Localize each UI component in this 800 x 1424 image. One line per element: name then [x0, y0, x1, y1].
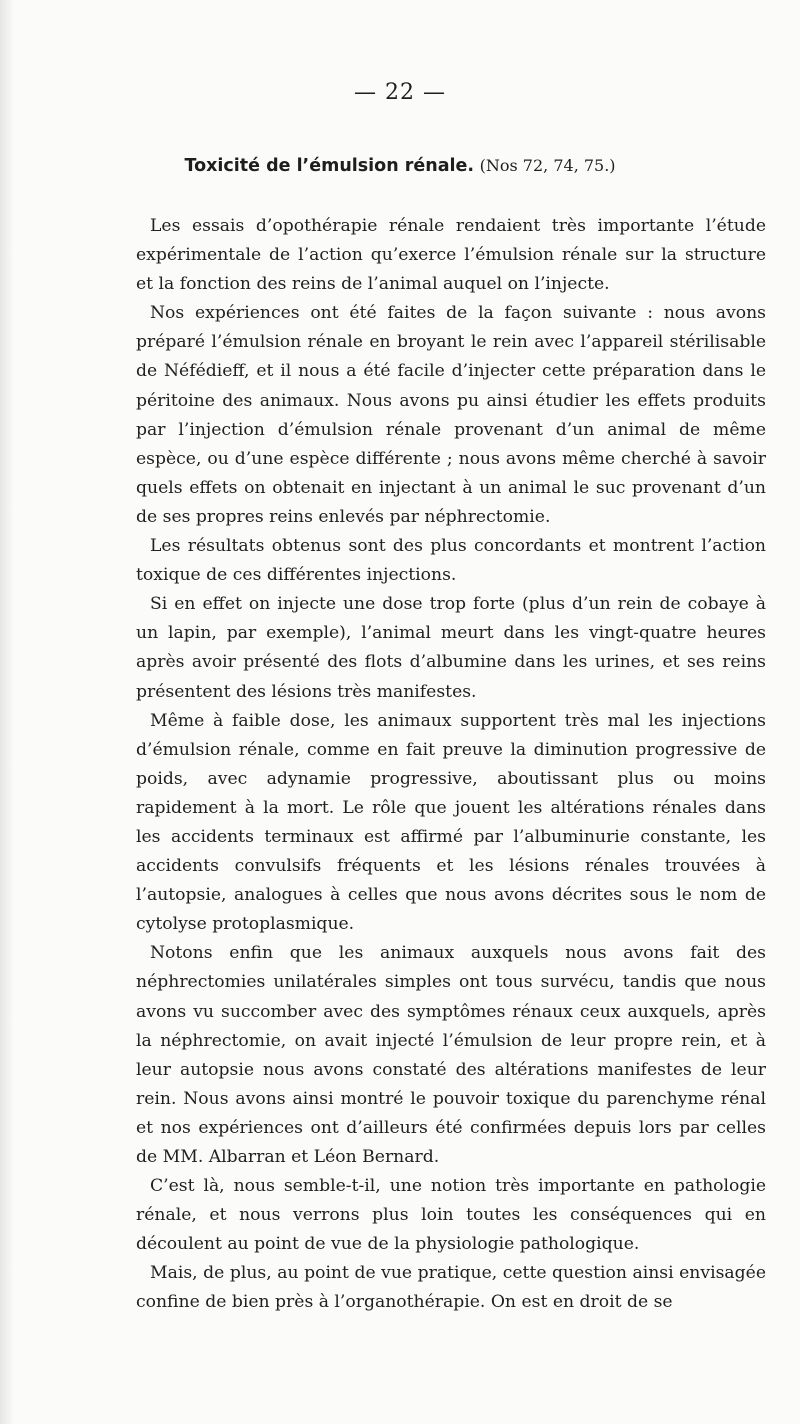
- section-title: Toxicité de l’émulsion rénale.: [184, 156, 475, 176]
- section-heading: [0, 156, 800, 176]
- body-text: [136, 212, 766, 1318]
- paragraph: C’est là, nous semble-t-il, une notion très importante en pathologie rénale, et nous verrons plus loin toutes les conséquences qui en découlent au point de vue de la physiologie pathologique.: [136, 1176, 766, 1255]
- paragraph: Les résultats obtenus sont des plus concordants et montrent l’action toxique de ces différentes injections.: [136, 536, 766, 586]
- section-references: (Nos 72, 74, 75.): [479, 156, 616, 175]
- paragraph: Les essais d’opothérapie rénale rendaient très importante l’étude expérimentale de l’action qu’exerce l’émulsion rénale sur la structure et la fonction des reins de l’animal auquel on l’injecte.: [136, 216, 766, 295]
- page-number: — 22 —: [354, 80, 446, 105]
- paragraph: Même à faible dose, les animaux supportent très mal les injections d’émulsion rénale, comme en fait preuve la diminution progressive de poids, avec adynamie progressive, aboutissant plus ou moins rapidement à la mort. Le rôle que jouent les altérations rénales dans les accidents terminaux est affirmé par l’albuminurie constante, les accidents convulsifs fréquents et les lésions rénales trouvées à l’autopsie, analogues à celles que nous avons décrites sous le nom de cytolyse protoplasmique.: [136, 710, 766, 935]
- paragraph: Nos expériences ont été faites de la façon suivante : nous avons préparé l’émulsion rénale en broyant le rein avec l’appareil stérilisable de Néfédieff, et il nous a été facile d’injecter cette préparation dans le péritoine des animaux. Nous avons pu ainsi étudier les effets produits par l’injection d’émulsion rénale provenant d’un animal de même espèce, ou d’une espèce différente ; nous avons même cherché à savoir quels effets on obtenait en injectant à un animal le suc provenant d’un de ses propres reins enlevés par néphrectomie.: [136, 303, 766, 527]
- paragraph: Si en effet on injecte une dose trop forte (plus d’un rein de cobaye à un lapin, par exemple), l’animal meurt dans les vingt-quatre heures après avoir présenté des flots d’albumine dans les urines, et ses reins présentent des lésions très manifestes.: [136, 594, 766, 702]
- paragraph: Notons enfin que les animaux auxquels nous avons fait des néphrectomies unilatérales simples ont tous survécu, tandis que nous avons vu succomber avec des symptômes rénaux ceux auxquels, après la néphrectomie, on avait injecté l’émulsion de leur propre rein, et à leur autopsie nous avons constaté des altérations manifestes de leur rein. Nous avons ainsi montré le pouvoir toxique du parenchyme rénal et nos expériences ont d’ailleurs été confirmées depuis lors par celles de MM. Albarran et Léon Bernard.: [136, 943, 766, 1167]
- paragraph: Mais, de plus, au point de vue pratique, cette question ainsi envisagée confine de bien près à l’organothérapie. On est en droit de se: [136, 1263, 766, 1313]
